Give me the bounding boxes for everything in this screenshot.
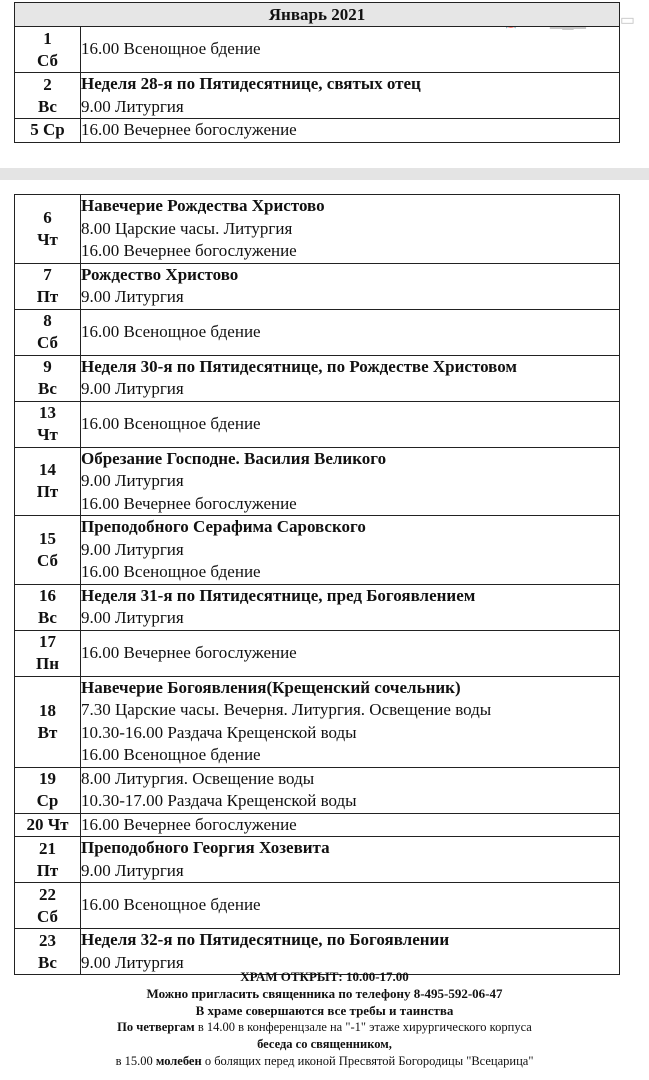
service-line: 9.00 Литургия: [81, 539, 184, 559]
events-cell: [81, 630, 620, 676]
day-number: 19: [39, 769, 56, 788]
day-number: 13: [39, 403, 56, 422]
footer-notes: [0, 968, 649, 1070]
day-number: 20 Чт: [26, 814, 69, 834]
day-number: 18: [39, 700, 56, 720]
service-line: 9.00 Литургия: [81, 471, 184, 490]
events-cell: [81, 119, 620, 143]
events-cell: [81, 767, 620, 813]
schedule-row: [15, 401, 620, 447]
schedule-row: [15, 837, 620, 883]
weekday: Чт: [37, 425, 58, 444]
weekday: Вс: [38, 952, 57, 972]
date-cell: [15, 195, 81, 264]
service-line: 16.00 Вечернее богослужение: [81, 120, 297, 139]
weekday: Ср: [36, 791, 59, 810]
date-cell: [15, 584, 81, 630]
service-line: 16.00 Всенощное бдение: [81, 413, 261, 433]
date-cell: [15, 401, 81, 447]
weekday: Вс: [38, 608, 57, 627]
date-cell: [15, 516, 81, 585]
date-cell: [15, 119, 81, 143]
date-cell: [15, 676, 81, 767]
schedule-row: [15, 309, 620, 355]
footer-talk: беседа со священником,: [257, 1037, 392, 1051]
service-line: 16.00 Всенощное бдение: [81, 895, 261, 915]
service-line: 9.00 Литургия: [81, 379, 184, 398]
events-cell: [81, 309, 620, 355]
date-cell: [15, 309, 81, 355]
footer-moleben-rest: о болящих перед иконой Пресвятой Богородицы "Всецарица": [201, 1054, 534, 1068]
day-number: 21: [39, 838, 56, 858]
service-line: 9.00 Литургия: [81, 96, 184, 116]
date-cell: [15, 837, 81, 883]
date-cell: [15, 73, 81, 119]
schedule-row: [15, 767, 620, 813]
schedule-block-1: [14, 2, 620, 143]
service-line: 16.00 Вечернее богослужение: [81, 642, 297, 662]
feast-title: Навечерие Богоявления(Крещенский сочельник): [81, 677, 461, 697]
schedule-row: [15, 195, 620, 264]
weekday: Вс: [38, 379, 57, 398]
schedule-row: [15, 584, 620, 630]
weekday: Пн: [35, 654, 60, 673]
weekday: Сб: [37, 906, 58, 926]
schedule-row: [15, 813, 620, 837]
schedule-table-2: [14, 194, 620, 975]
feast-title: Навечерие Рождества Христово: [81, 196, 325, 215]
events-cell: [81, 676, 620, 767]
feast-title: Преподобного Георгия Хозевита: [81, 838, 330, 857]
schedule-block-2: [14, 194, 620, 975]
events-cell: [81, 195, 620, 264]
day-number: 2: [43, 74, 52, 94]
day-number: 6: [43, 207, 52, 227]
service-line: 16.00 Вечернее богослужение: [81, 814, 297, 834]
service-line: 8.00 Литургия. Освещение воды: [81, 768, 315, 788]
schedule-row: [15, 630, 620, 676]
footer-phone: Можно пригласить священника по телефону 8-495-592-06-47: [146, 986, 503, 1001]
date-cell: [15, 813, 81, 837]
schedule-row: [15, 676, 620, 767]
weekday: Сб: [37, 550, 58, 570]
footer-hours: ХРАМ ОТКРЫТ: 10.00-17.00: [240, 969, 409, 984]
month-title: Январь 2021: [14, 2, 620, 26]
weekday: Сб: [37, 333, 58, 352]
service-line: 16.00 Всенощное бдение: [81, 562, 261, 581]
day-number: 14: [39, 460, 56, 480]
events-cell: [81, 263, 620, 309]
feast-title: Неделя 31-я по Пятидесятнице, пред Богоявлением: [81, 585, 476, 605]
day-number: 23: [39, 930, 56, 950]
date-cell: [15, 355, 81, 401]
events-cell: [81, 883, 620, 929]
events-cell: [81, 355, 620, 401]
schedule-row: [15, 883, 620, 929]
service-line: 16.00 Вечернее богослужение: [81, 241, 297, 260]
weekday: Пт: [36, 860, 59, 880]
footer-moleben-pre: в 15.00: [115, 1054, 156, 1068]
weekday: Пт: [36, 287, 59, 306]
day-number: 17: [39, 632, 56, 651]
events-cell: [81, 516, 620, 585]
service-line: 16.00 Всенощное бдение: [81, 321, 261, 341]
events-cell: [81, 27, 620, 73]
service-line: 10.30-16.00 Раздача Крещенской воды: [81, 722, 357, 742]
feast-title: Неделя 28-я по Пятидесятнице, святых отец: [81, 74, 421, 93]
weekday: Сб: [37, 50, 58, 70]
service-line: 9.00 Литургия: [81, 287, 184, 306]
events-cell: [81, 813, 620, 837]
day-number: 15: [39, 528, 56, 548]
footer-services: В храме совершаются все требы и таинства: [195, 1003, 454, 1018]
date-cell: [15, 27, 81, 73]
service-line: 16.00 Всенощное бдение: [81, 745, 261, 764]
day-number: 22: [39, 884, 56, 904]
events-cell: [81, 584, 620, 630]
day-number: 7: [43, 265, 52, 284]
feast-title: Обрезание Господне. Василия Великого: [81, 448, 387, 468]
schedule-row: [15, 119, 620, 143]
feast-title: Неделя 30-я по Пятидесятнице, по Рождестве Христовом: [81, 356, 517, 376]
weekday: Вс: [38, 96, 57, 116]
events-cell: [81, 401, 620, 447]
footer-thursdays-rest: в 14.00 в конференцзале на "-1" этаже хирургического корпуса: [194, 1020, 532, 1034]
footer-thursdays-bold: По четвергам: [117, 1020, 195, 1034]
feast-title: Рождество Христово: [81, 264, 239, 284]
day-number: 16: [39, 586, 56, 605]
feast-title: Неделя 32-я по Пятидесятнице, по Богоявлении: [81, 930, 450, 949]
day-number: 8: [43, 311, 52, 330]
date-cell: [15, 630, 81, 676]
date-cell: [15, 447, 81, 516]
service-line: 10.30-17.00 Раздача Крещенской воды: [81, 791, 357, 810]
weekday: Пт: [36, 482, 59, 502]
day-number: 9: [43, 357, 52, 376]
weekday: Чт: [37, 229, 58, 249]
schedule-row: [15, 73, 620, 119]
footer-thursdays: [0, 1019, 649, 1036]
service-line: 8.00 Царские часы. Литургия: [81, 218, 293, 238]
service-line: 16.00 Вечернее богослужение: [81, 493, 297, 513]
battery-icon: ▭: [619, 12, 635, 29]
schedule-row: [15, 447, 620, 516]
feast-title: Преподобного Серафима Саровского: [81, 517, 366, 536]
schedule-row: [15, 516, 620, 585]
events-cell: [81, 73, 620, 119]
date-cell: [15, 263, 81, 309]
schedule-table-1: [14, 26, 620, 143]
service-line: 9.00 Литургия: [81, 952, 184, 972]
footer-moleben: [0, 1053, 649, 1070]
service-line: 9.00 Литургия: [81, 860, 184, 880]
date-cell: [15, 883, 81, 929]
page-gap: [0, 168, 649, 180]
day-number: 1: [43, 28, 52, 48]
footer-moleben-bold: молебен: [155, 1054, 202, 1068]
schedule-row: [15, 355, 620, 401]
service-line: 16.00 Всенощное бдение: [81, 39, 261, 59]
schedule-row: [15, 263, 620, 309]
date-cell: [15, 767, 81, 813]
day-number: 5 Ср: [30, 120, 65, 140]
events-cell: [81, 447, 620, 516]
events-cell: [81, 837, 620, 883]
weekday: Вт: [37, 722, 58, 742]
service-line: 9.00 Литургия: [81, 608, 184, 627]
schedule-row: [15, 27, 620, 73]
service-line: 7.30 Царские часы. Вечерня. Литургия. Освещение воды: [81, 700, 492, 719]
